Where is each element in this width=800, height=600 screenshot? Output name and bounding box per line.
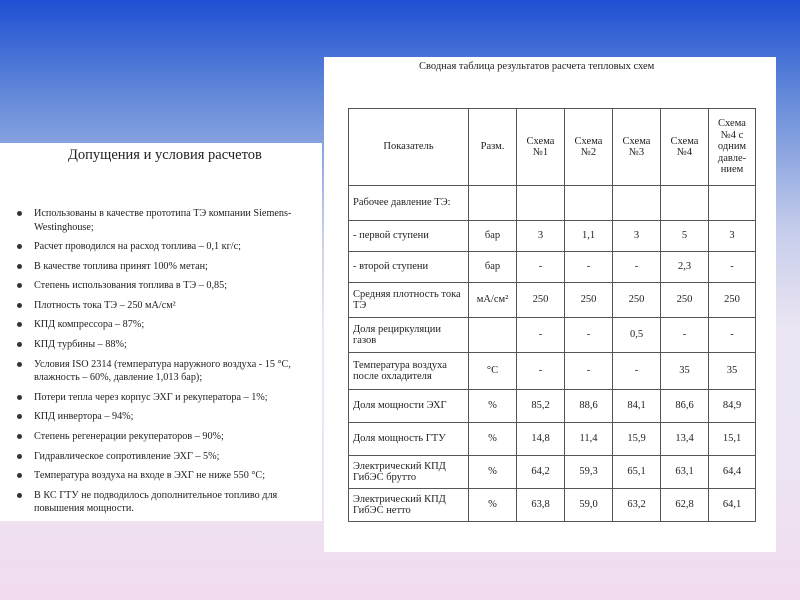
value-cell: - bbox=[565, 353, 613, 390]
header-scheme-4: Схема №4 bbox=[661, 109, 709, 186]
assumption-item bbox=[0, 489, 322, 516]
results-panel bbox=[324, 57, 776, 552]
value-cell: 13,4 bbox=[661, 423, 709, 456]
pressure-group-label: Рабочее давление ТЭ: bbox=[349, 186, 469, 221]
assumption-text: КПД инвертора – 94%; bbox=[34, 411, 134, 423]
bullet-icon bbox=[17, 434, 22, 439]
value-cell: 63,1 bbox=[661, 456, 709, 489]
assumptions-title: Допущения и условия расчетов bbox=[68, 147, 262, 163]
value-cell: 250 bbox=[709, 283, 756, 318]
assumption-item bbox=[0, 318, 322, 332]
value-cell: 250 bbox=[517, 283, 565, 318]
value-cell: 0,5 bbox=[613, 318, 661, 353]
value-cell: 5 bbox=[661, 221, 709, 252]
assumption-item bbox=[0, 338, 322, 352]
assumption-text: КПД турбины – 88%; bbox=[34, 339, 127, 351]
table-row bbox=[349, 252, 756, 283]
assumption-item bbox=[0, 260, 322, 274]
value-cell: 88,6 bbox=[565, 390, 613, 423]
results-table bbox=[348, 108, 756, 522]
row-label: Средняя плотность тока ТЭ bbox=[349, 283, 469, 318]
assumptions-panel bbox=[0, 143, 322, 521]
bullet-icon bbox=[17, 283, 22, 288]
bullet-icon bbox=[17, 362, 22, 367]
header-scheme-3: Схема №3 bbox=[613, 109, 661, 186]
value-cell: - bbox=[613, 353, 661, 390]
value-cell: 64,1 bbox=[709, 489, 756, 522]
value-cell: 64,4 bbox=[709, 456, 756, 489]
row-label: Доля мощность ГТУ bbox=[349, 423, 469, 456]
value-cell: - bbox=[565, 252, 613, 283]
value-cell: 64,2 bbox=[517, 456, 565, 489]
row-label: Доля рециркуляции газов bbox=[349, 318, 469, 353]
value-cell: - bbox=[613, 252, 661, 283]
assumption-text: КПД компрессора – 87%; bbox=[34, 319, 145, 331]
value-cell: 35 bbox=[661, 353, 709, 390]
bullet-icon bbox=[17, 493, 22, 498]
row-unit bbox=[469, 318, 517, 353]
bullet-icon bbox=[17, 303, 22, 308]
assumption-text: Плотность тока ТЭ – 250 мА/см² bbox=[34, 299, 176, 311]
value-cell: 15,9 bbox=[613, 423, 661, 456]
assumption-text: Использованы в качестве прототипа ТЭ компании Siemens-Westinghouse; bbox=[34, 208, 292, 233]
bullet-icon bbox=[17, 244, 22, 249]
empty-cell bbox=[709, 186, 756, 221]
assumption-text: Расчет проводился на расход топлива – 0,1 кг/с; bbox=[34, 241, 241, 253]
assumption-text: Гидравлическое сопротивление ЭХГ – 5%; bbox=[34, 450, 220, 462]
results-body bbox=[349, 186, 756, 522]
row-unit: мА/см² bbox=[469, 283, 517, 318]
assumption-text: В КС ГТУ не подводилось дополнительное топливо для повышения мощности. bbox=[34, 489, 278, 515]
value-cell: - bbox=[709, 252, 756, 283]
value-cell: 86,6 bbox=[661, 390, 709, 423]
table-row bbox=[349, 221, 756, 252]
value-cell: 59,3 bbox=[565, 456, 613, 489]
assumptions-list bbox=[0, 207, 322, 522]
assumption-item bbox=[0, 410, 322, 424]
empty-cell bbox=[565, 186, 613, 221]
results-title: Сводная таблица результатов расчета тепловых схем bbox=[419, 61, 655, 72]
assumption-item bbox=[0, 469, 322, 483]
value-cell: 65,1 bbox=[613, 456, 661, 489]
assumption-item bbox=[0, 391, 322, 405]
value-cell: 63,2 bbox=[613, 489, 661, 522]
bullet-icon bbox=[17, 473, 22, 478]
header-scheme-2: Схема №2 bbox=[565, 109, 613, 186]
value-cell: - bbox=[517, 252, 565, 283]
row-unit: °С bbox=[469, 353, 517, 390]
row-unit: % bbox=[469, 489, 517, 522]
value-cell: 84,1 bbox=[613, 390, 661, 423]
assumption-item bbox=[0, 240, 322, 254]
table-row bbox=[349, 390, 756, 423]
value-cell: 3 bbox=[613, 221, 661, 252]
assumption-item bbox=[0, 430, 322, 444]
row-unit: бар bbox=[469, 221, 517, 252]
bullet-icon bbox=[17, 342, 22, 347]
bullet-icon bbox=[17, 395, 22, 400]
value-cell: 250 bbox=[661, 283, 709, 318]
row-label: - первой ступени bbox=[349, 221, 469, 252]
row-unit: % bbox=[469, 390, 517, 423]
empty-cell bbox=[517, 186, 565, 221]
value-cell: 14,8 bbox=[517, 423, 565, 456]
value-cell: 85,2 bbox=[517, 390, 565, 423]
value-cell: 250 bbox=[613, 283, 661, 318]
table-row bbox=[349, 318, 756, 353]
table-row bbox=[349, 353, 756, 390]
row-label: - второй ступени bbox=[349, 252, 469, 283]
value-cell: 59,0 bbox=[565, 489, 613, 522]
value-cell: 250 bbox=[565, 283, 613, 318]
value-cell: 84,9 bbox=[709, 390, 756, 423]
empty-cell bbox=[661, 186, 709, 221]
row-label: Температура воздуха после охладителя bbox=[349, 353, 469, 390]
bullet-icon bbox=[17, 211, 22, 216]
assumption-text: В качестве топлива принят 100% метан; bbox=[34, 260, 208, 272]
value-cell: 62,8 bbox=[661, 489, 709, 522]
empty-cell bbox=[613, 186, 661, 221]
empty-cell bbox=[469, 186, 517, 221]
row-unit: % bbox=[469, 423, 517, 456]
assumption-item bbox=[0, 279, 322, 293]
table-row bbox=[349, 423, 756, 456]
value-cell: 11,4 bbox=[565, 423, 613, 456]
value-cell: - bbox=[661, 318, 709, 353]
table-row bbox=[349, 456, 756, 489]
header-indicator: Показатель bbox=[349, 109, 469, 186]
assumption-text: Степень использования топлива в ТЭ – 0,85; bbox=[34, 280, 228, 292]
header-scheme-4-single-pressure: Схема №4 с одним давле-нием bbox=[709, 109, 756, 186]
table-row bbox=[349, 186, 756, 221]
value-cell: 63,8 bbox=[517, 489, 565, 522]
bullet-icon bbox=[17, 454, 22, 459]
value-cell: - bbox=[709, 318, 756, 353]
row-label: Электрический КПД ГибЭС брутто bbox=[349, 456, 469, 489]
table-row bbox=[349, 283, 756, 318]
assumption-text: Потери тепла через корпус ЭХГ и рекуператора – 1%; bbox=[34, 391, 268, 403]
assumption-item bbox=[0, 358, 322, 385]
value-cell: 1,1 bbox=[565, 221, 613, 252]
assumption-item bbox=[0, 299, 322, 313]
header-unit: Разм. bbox=[469, 109, 517, 186]
value-cell: 15,1 bbox=[709, 423, 756, 456]
assumption-text: Степень регенерации рекуператоров – 90%; bbox=[34, 430, 224, 442]
assumption-item bbox=[0, 207, 322, 234]
value-cell: 3 bbox=[517, 221, 565, 252]
value-cell: - bbox=[565, 318, 613, 353]
table-row bbox=[349, 489, 756, 522]
assumption-text: Температура воздуха на входе в ЭХГ не ниже 550 °С; bbox=[34, 470, 266, 482]
row-label: Доля мощности ЭХГ bbox=[349, 390, 469, 423]
row-unit: % bbox=[469, 456, 517, 489]
bullet-icon bbox=[17, 264, 22, 269]
row-label: Электрический КПД ГибЭС нетто bbox=[349, 489, 469, 522]
assumption-text: Условия ISO 2314 (температура наружного воздуха - 15 °С, влажность – 60%, давление 1,013 бар); bbox=[34, 358, 291, 384]
table-header-row bbox=[349, 109, 756, 186]
value-cell: - bbox=[517, 318, 565, 353]
value-cell: - bbox=[517, 353, 565, 390]
header-scheme-1: Схема №1 bbox=[517, 109, 565, 186]
bullet-icon bbox=[17, 414, 22, 419]
row-unit: бар bbox=[469, 252, 517, 283]
value-cell: 35 bbox=[709, 353, 756, 390]
value-cell: 2,3 bbox=[661, 252, 709, 283]
assumption-item bbox=[0, 450, 322, 464]
value-cell: 3 bbox=[709, 221, 756, 252]
bullet-icon bbox=[17, 322, 22, 327]
